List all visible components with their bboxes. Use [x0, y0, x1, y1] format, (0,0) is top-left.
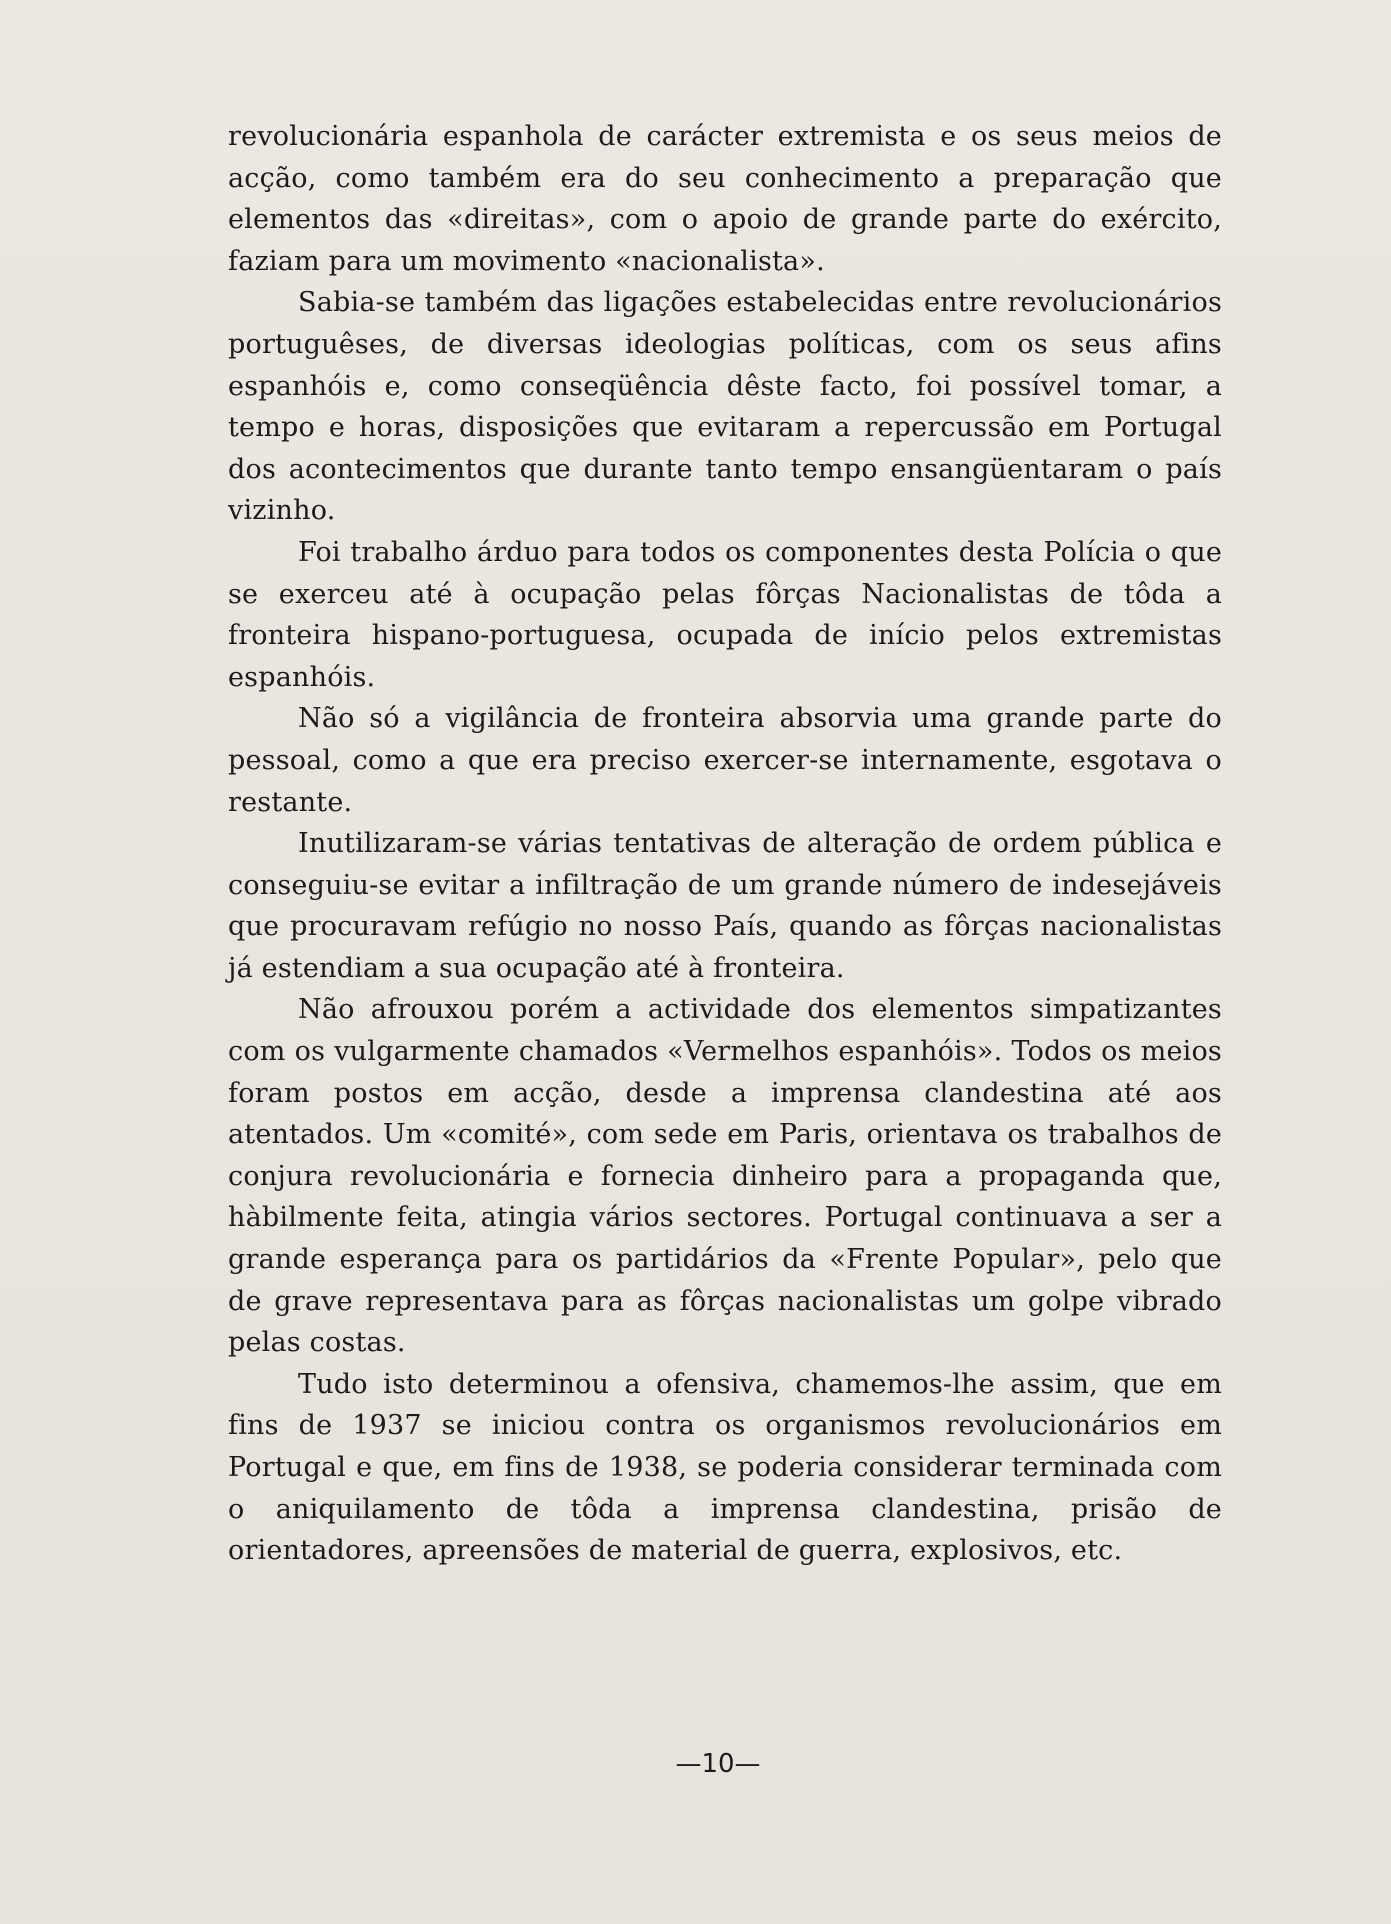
paragraph-5: Inutilizaram-se várias tentativas de alteração de ordem pública e conseguiu-se evitar a infiltração de um grande número de indesejáveis que procuravam refúgio no nosso País, quando as fôrças nacionalistas já estendiam a sua ocupação até à fronteira.: [228, 828, 1222, 984]
paragraph-2: Sabia-se também das ligações estabelecidas entre revolucionários portuguêses, de diversas ideologias políticas, com os seus afins espanhóis e, como conseqüência dêste facto, foi possível tomar, a tempo e horas, disposições que evitaram a repercussão em Portugal dos acontecimentos que durante tanto tempo ensangüentaram o país vizinho.: [228, 287, 1222, 527]
paragraph-1: revolucionária espanhola de carácter extremista e os seus meios de acção, como também era do seu conhecimento a preparação que elementos das «direitas», com o apoio de grande parte do exército, faziam para um movimento «nacionalista».: [228, 121, 1222, 277]
body-text: [228, 116, 1222, 1572]
paragraph-3: Foi trabalho árduo para todos os componentes desta Polícia o que se exerceu até à ocupação pelas fôrças Nacionalistas de tôda a fronteira hispano-portuguesa, ocupada de início pelos extremistas espanhóis.: [228, 536, 1222, 693]
paragraph-4: Não só a vigilância de fronteira absorvia uma grande parte do pessoal, como a que era preciso exercer-se internamente, esgotava o restante.: [228, 703, 1222, 818]
paragraph-7: Tudo isto determinou a ofensiva, chamemos-lhe assim, que em fins de 1937 se iniciou contra os organismos revolucionários em Portugal e que, em fins de 1938, se poderia considerar terminada com o aniquilamento de tôda a imprensa clandestina, prisão de orientadores, apreensões de material de guerra, explosivos, etc.: [228, 1368, 1222, 1567]
page-number: —10—: [675, 1749, 761, 1779]
paragraph-6: Não afrouxou porém a actividade dos elementos simpatizantes com os vulgarmente chamados «Vermelhos espanhóis». Todos os meios foram postos em acção, desde a imprensa clandestina até aos atentados. Um «comité», com sede em Paris, orientava os trabalhos de conjura revolucionária e fornecia dinheiro para a propaganda que, hàbilmente feita, atingia vários sectores. Portugal continuava a ser a grande esperança para os partidários da «Frente Popular», pelo que de grave representava para as fôrças nacionalistas um golpe vibrado pelas costas.: [228, 994, 1222, 1359]
